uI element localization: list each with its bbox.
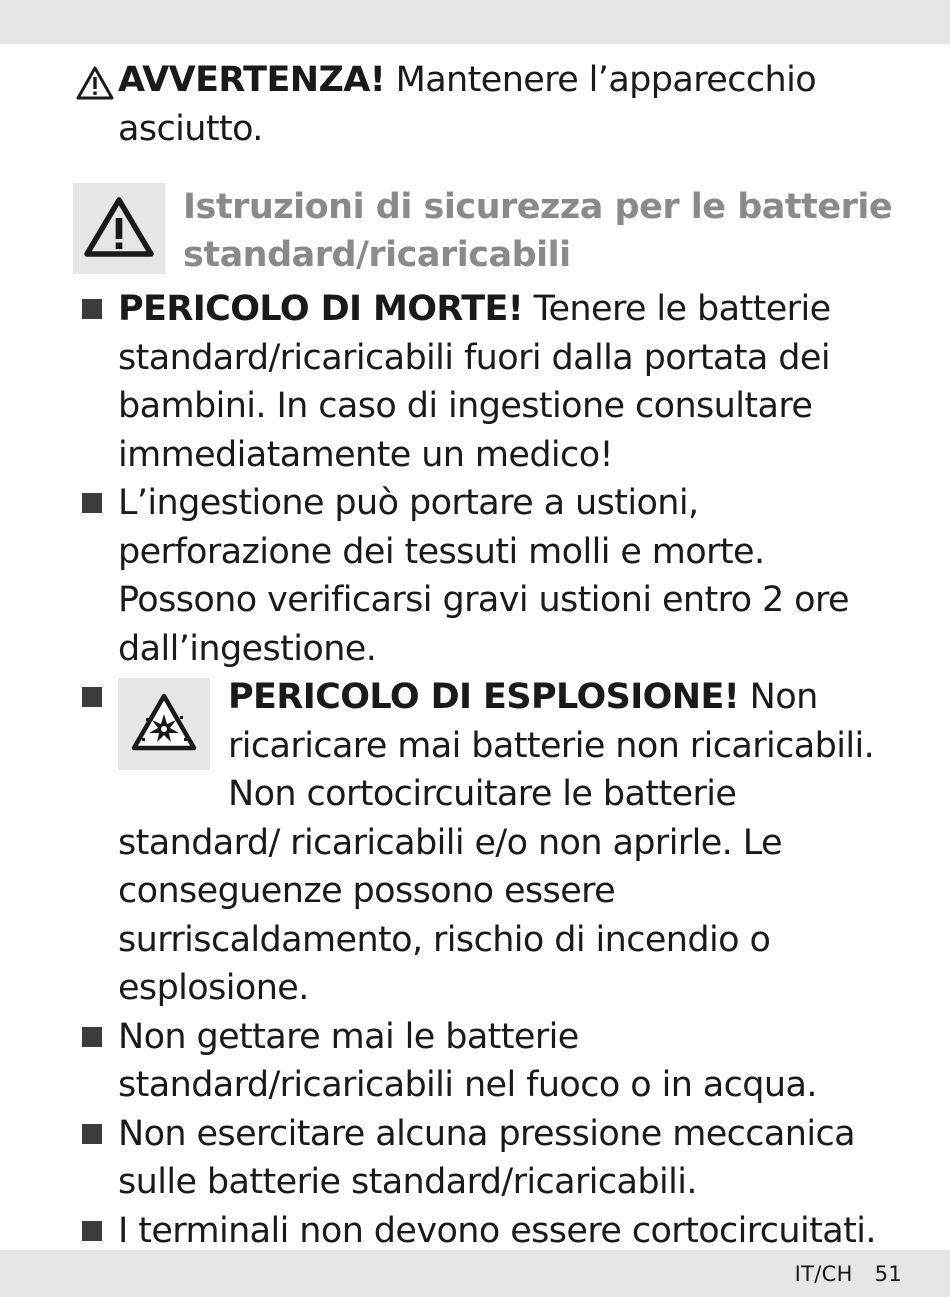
bullet-text: Non gettare mai le batterie standard/ricaricabili nel fuoco o in acqua. xyxy=(118,1016,817,1105)
list-item xyxy=(76,1207,906,1256)
square-bullet-icon xyxy=(82,1221,102,1241)
list-item xyxy=(76,1110,906,1207)
square-bullet-icon xyxy=(82,687,102,707)
bullet-text: L’ingestione può portare a ustioni, perforazione dei tessuti molli e morte. Possono verificarsi gravi ustioni entro 2 ore dall’ingestione. xyxy=(118,483,849,669)
square-bullet-icon xyxy=(82,299,102,319)
warning-triangle-icon xyxy=(76,66,114,100)
section-icon-box xyxy=(73,183,165,274)
bullet-text: Non ricaricare mai batterie non ricaricabili. Non cortocircuitare le batterie standard/ ricaricabili e/o non aprirle. Le conseguenze possono essere surriscaldamento, rischio di incendio o esplosione. xyxy=(118,677,875,1008)
page-number: 51 xyxy=(874,1262,902,1286)
bullet-bold-label: PERICOLO DI ESPLOSIONE! xyxy=(228,677,740,717)
section-heading xyxy=(76,183,906,285)
list-item xyxy=(76,673,906,1013)
footer-locale: IT/CH xyxy=(794,1262,853,1286)
section-title-line-2: standard/ricaricabili xyxy=(183,235,571,275)
section-title xyxy=(183,183,913,279)
square-bullet-icon xyxy=(82,1124,102,1144)
list-item xyxy=(76,479,906,673)
bullet-text: Non esercitare alcuna pressione meccanica sulle batterie standard/ricaricabili. xyxy=(118,1113,855,1202)
warning-triangle-icon xyxy=(73,183,165,274)
bullet-text: Tenere le batterie standard/ricaricabili fuori dalla portata dei bambini. In caso di ingestione consultare immediatamente un medico! xyxy=(118,289,831,475)
square-bullet-icon xyxy=(82,493,102,513)
list-item xyxy=(76,285,906,479)
list-item xyxy=(76,1013,906,1110)
explosion-warning-icon xyxy=(118,678,210,770)
section-title-line-1: Istruzioni di sicurezza per le batterie xyxy=(183,187,893,227)
warning-paragraph xyxy=(76,56,906,153)
bullet-bold-label: PERICOLO DI MORTE! xyxy=(118,289,524,329)
warning-text: Mantenere l’apparecchio asciutto. xyxy=(118,60,817,149)
explosion-icon-box xyxy=(118,678,210,770)
page-content xyxy=(76,56,906,1255)
page-footer xyxy=(795,1262,902,1286)
warning-label: AVVERTENZA! xyxy=(118,60,386,100)
bullet-text: I terminali non devono essere cortocircuitati. xyxy=(118,1210,876,1251)
square-bullet-icon xyxy=(82,1027,102,1047)
top-band xyxy=(0,0,950,44)
